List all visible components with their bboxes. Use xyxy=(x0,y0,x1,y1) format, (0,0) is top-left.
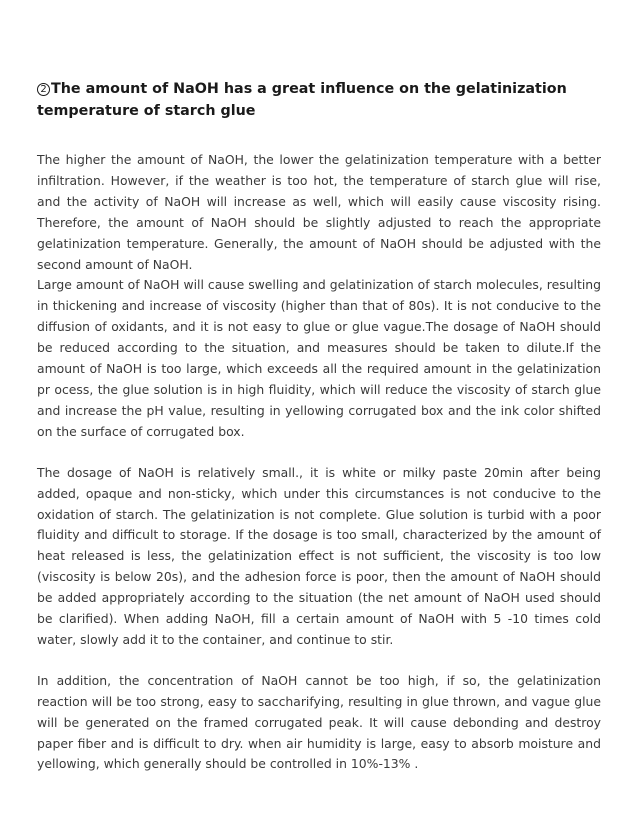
section-heading xyxy=(37,78,601,122)
paragraph-2: Large amount of NaOH will cause swelling and gelatinization of starch molecules, resulting in thickening and increase of viscosity (higher than that of 80s). It is not conducive to the diffusion of oxidants, and it is not easy to glue or glue vague.The dosage of NaOH should be reduced according to the situation, and measures should be taken to dilute.If the amount of NaOH is too large, which exceeds all the required amount in the gelatinization pr ocess, the glue solution is in high fluidity, which will reduce the viscosity of starch glue and increase the pH value, resulting in yellowing corrugated box and the ink color shifted on the surface of corrugated box. xyxy=(37,277,601,439)
paragraph-3: The dosage of NaOH is relatively small., it is white or milky paste 20min after being added, opaque and non-sticky, which under this circumstances is not conducive to the oxidation of starch. The gelatinization is not complete. Glue solution is turbid with a poor fluidity and difficult to storage. If the dosage is too small, characterized by the amount of heat released is less, the gelatinization effect is not sufficient, the viscosity is too low (viscosity is below 20s), and the adhesion force is poor, then the amount of NaOH should be added appropriately according to the situation (the net amount of NaOH used should be clarified). When adding NaOH, fill a certain amount of NaOH with 5 -10 times cold water, slowly add it to the container, and continue to stir. xyxy=(37,464,601,647)
paragraph-1: The higher the amount of NaOH, the lower the gelatinization temperature with a better infiltration. However, if the weather is too hot, the temperature of starch glue will rise, and the activity of NaOH will increase as well, which will easily cause viscosity rising. Therefore, the amount of NaOH should be slightly adjusted to reach the appropriate gelatinization temperature. Generally, the amount of NaOH should be adjusted with the second amount of NaOH. xyxy=(37,152,601,272)
circled-number: 2 xyxy=(37,83,50,96)
section-heading-text: The amount of NaOH has a great influence on the gelatinization temperature of starch glue xyxy=(37,81,567,119)
document-page xyxy=(37,78,601,775)
paragraph-4: In addition, the concentration of NaOH cannot be too high, if so, the gelatinization reaction will be too strong, easy to saccharifying, resulting in glue thrown, and vague glue will be generated on the framed corrugated peak. It will cause debonding and destroy paper fiber and is difficult to dry. when air humidity is large, easy to absorb moisture and yellowing, which generally should be controlled in 10%-13% . xyxy=(37,672,601,772)
